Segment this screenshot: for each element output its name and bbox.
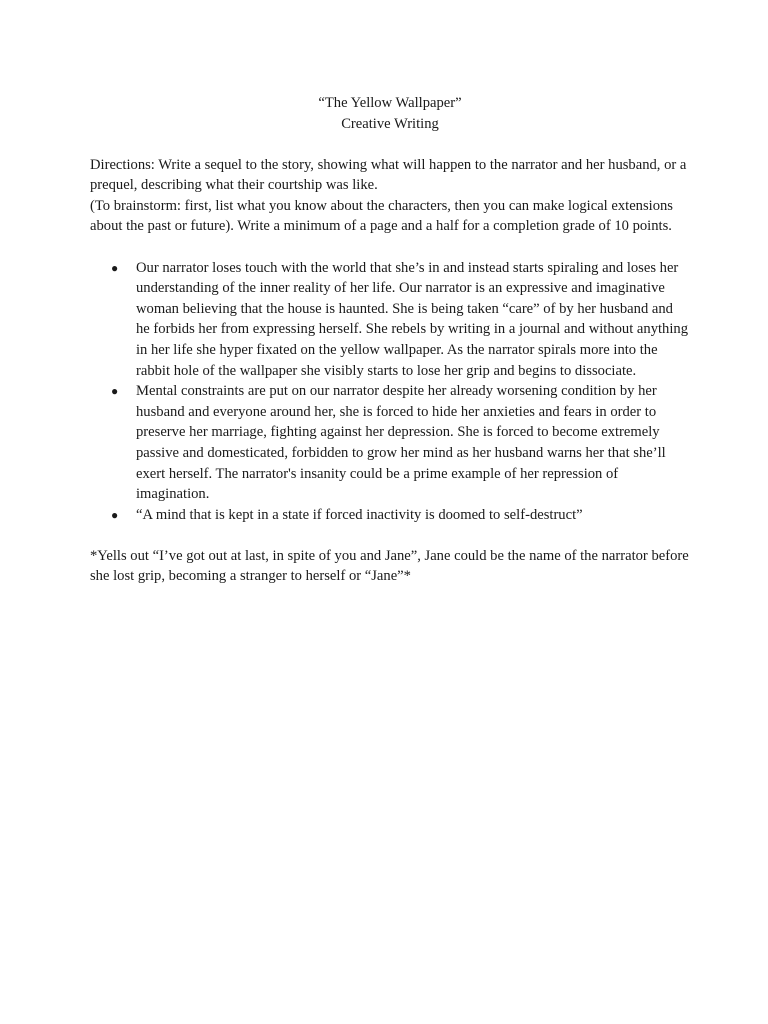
bullet-icon: ●: [111, 260, 119, 275]
document-title: “The Yellow Wallpaper”: [318, 95, 462, 111]
brainstorm-text: (To brainstorm: first, list what you know about the characters, then you can make logical extensions about the past or future). Write a minimum of a page and a half for a completion grade of 10 points.: [90, 197, 673, 235]
title-block: [90, 93, 690, 134]
closing-paragraph: *Yells out “I’ve got out at last, in spite of you and Jane”, Jane could be the name of the narrator before she lost grip, becoming a stranger to herself or “Jane”*: [90, 547, 689, 585]
document-subtitle: Creative Writing: [341, 115, 439, 132]
bullet-icon: ●: [111, 384, 119, 399]
list-item-text: Mental constraints are put on our narrator despite her already worsening condition by her husband and everyone around her, she is forced to hide her anxieties and fears in order to preserve her marriage, fighting against her depression. She is forced to become extremely passive and domesticated, forbidden to grow her mind as her husband warns her that she’ll exert herself. The narrator's insanity could be a prime example of her repression of imagination.: [136, 383, 666, 503]
list-item: [90, 258, 690, 382]
list-item-text: Our narrator loses touch with the world that she’s in and instead starts spiraling and loses her understanding of the inner reality of her life. Our narrator is an expressive and imaginative woman believing that the house is haunted. She is being taken “care” of by her husband and he forbids her from expressing herself. She rebels by writing in a journal and without anything in her life she hyper fixated on the yellow wallpaper. As the narrator spirals more into the rabbit hole of the wallpaper she visibly starts to lose her grip and begins to dissociate.: [136, 259, 689, 379]
directions-text: Directions: Write a sequel to the story, showing what will happen to the narrator and her husband, or a prequel, describing what their courtship was like.: [90, 156, 687, 194]
notes-list: [90, 258, 690, 526]
document-body: [90, 93, 690, 587]
directions-block: [90, 155, 690, 237]
bullet-icon: ●: [111, 507, 119, 522]
list-item: [90, 505, 690, 526]
list-item: [90, 381, 690, 505]
list-item-text: “A mind that is kept in a state if forced inactivity is doomed to self-destruct”: [136, 506, 583, 523]
